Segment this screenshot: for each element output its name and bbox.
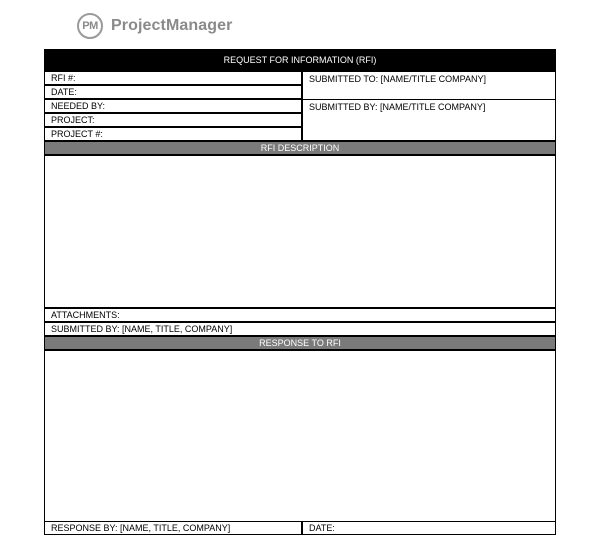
logo-text: ProjectManager bbox=[111, 17, 233, 34]
rfi-description-header: RFI DESCRIPTION bbox=[44, 141, 556, 155]
response-by-field[interactable] bbox=[44, 521, 302, 535]
response-date-label: DATE: bbox=[309, 523, 335, 533]
rfi-number-label: RFI #: bbox=[51, 73, 76, 83]
rfi-number-field[interactable] bbox=[44, 71, 302, 85]
date-field[interactable] bbox=[44, 85, 302, 99]
needed-by-field[interactable] bbox=[44, 99, 302, 113]
submitted-by-top-field[interactable] bbox=[302, 99, 556, 141]
submitted-by-top-label: SUBMITTED BY: [NAME/TITLE COMPANY] bbox=[309, 102, 486, 112]
submitted-to-label: SUBMITTED TO: [NAME/TITLE COMPANY] bbox=[309, 74, 487, 84]
submitted-by-label: SUBMITTED BY: [NAME, TITLE, COMPANY] bbox=[51, 324, 233, 334]
project-number-label: PROJECT #: bbox=[51, 129, 103, 139]
submitted-to-field[interactable] bbox=[302, 71, 556, 100]
projectmanager-logo bbox=[77, 11, 232, 41]
pm-logo-icon: PM bbox=[77, 13, 103, 39]
project-label: PROJECT: bbox=[51, 115, 95, 125]
response-by-label: RESPONSE BY: [NAME, TITLE, COMPANY] bbox=[51, 523, 231, 533]
project-number-field[interactable] bbox=[44, 127, 302, 141]
form-title: REQUEST FOR INFORMATION (RFI) bbox=[44, 49, 556, 71]
response-area[interactable] bbox=[44, 350, 556, 522]
response-header: RESPONSE TO RFI bbox=[44, 336, 556, 350]
attachments-field[interactable] bbox=[44, 308, 556, 322]
date-label: DATE: bbox=[51, 87, 77, 97]
project-field[interactable] bbox=[44, 113, 302, 127]
submitted-by-field[interactable] bbox=[44, 322, 556, 336]
needed-by-label: NEEDED BY: bbox=[51, 101, 106, 111]
response-date-field[interactable] bbox=[302, 521, 556, 535]
rfi-description-area[interactable] bbox=[44, 155, 556, 308]
attachments-label: ATTACHMENTS: bbox=[51, 310, 120, 320]
